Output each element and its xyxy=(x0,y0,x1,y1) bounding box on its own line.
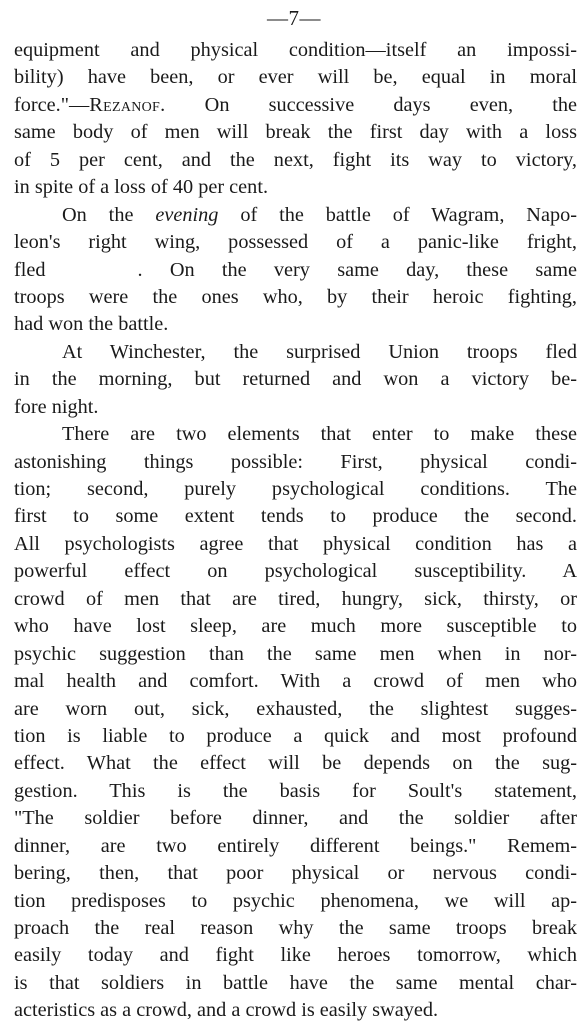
text-line xyxy=(14,202,577,229)
text-line: tion is liable to produce a quick and most profound xyxy=(14,724,577,747)
author-attribution: Rezanof. xyxy=(89,93,166,116)
body-text xyxy=(14,37,577,1025)
text-run: of the battle of Wagram, Napo- xyxy=(218,203,577,226)
text-run: force."— xyxy=(14,93,90,116)
text-line: are worn out, sick, exhausted, the slightest sugges- xyxy=(14,697,577,720)
text-line: leon's right wing, possessed of a panic-like fright, xyxy=(14,231,577,254)
text-line: All psychologists agree that physical condition has a xyxy=(14,532,577,555)
text-line: easily today and fight like heroes tomorrow, which xyxy=(14,944,577,967)
text-line: psychic suggestion than the same men when in nor- xyxy=(14,642,577,665)
text-line: in the morning, but returned and won a victory be- xyxy=(14,368,577,391)
text-line: bility) have been, or ever will be, equal in moral xyxy=(14,66,577,89)
text-run: On successive days even, the xyxy=(165,93,577,116)
text-line xyxy=(14,92,577,119)
text-line xyxy=(14,257,577,284)
text-line: in spite of a loss of 40 per cent. xyxy=(14,176,269,199)
text-line: equipment and physical condition—itself an impossi- xyxy=(14,39,577,61)
text-line: There are two elements that enter to make these xyxy=(62,423,577,446)
emphasis-text: evening xyxy=(155,203,219,226)
text-line: had won the battle. xyxy=(14,313,169,336)
text-line: proach the real reason why the same troops break xyxy=(14,917,577,939)
text-line: "The soldier before dinner, and the soldier after xyxy=(14,807,577,830)
text-line: of 5 per cent, and the next, fight its way to victory, xyxy=(14,148,577,171)
text-line: tion; second, purely psychological conditions. The xyxy=(14,478,577,500)
text-line: dinner, are two entirely different beings." Remem- xyxy=(14,834,577,857)
text-line: effect. What the effect will be depends on the sug- xyxy=(14,752,577,775)
text-line: astonishing things possible: First, physical condi- xyxy=(14,450,577,473)
text-run: fled xyxy=(14,258,46,281)
text-line: same body of men will break the first day with a loss xyxy=(14,121,577,144)
text-line: acteristics as a crowd, and a crowd is easily swayed. xyxy=(14,999,439,1022)
text-line: gestion. This is the basis for Soult's statement, xyxy=(14,779,577,802)
text-line: mal health and comfort. With a crowd of men who xyxy=(14,670,577,693)
text-line: bering, then, that poor physical or nervous condi- xyxy=(14,862,577,885)
text-line: first to some extent tends to produce the second. xyxy=(14,505,577,528)
text-run: On the xyxy=(62,203,156,226)
text-line: who have lost sleep, are much more susceptible to xyxy=(14,615,577,638)
text-line: tion predisposes to psychic phenomena, we will ap- xyxy=(14,889,577,912)
text-line: crowd of men that are tired, hungry, sick, thirsty, or xyxy=(14,587,577,610)
text-line: At Winchester, the surprised Union troops fled xyxy=(62,340,577,363)
text-line: fore night. xyxy=(14,395,99,418)
text-line: is that soldiers in battle have the same mental char- xyxy=(14,971,577,994)
page-number: —7— xyxy=(267,6,321,30)
text-run: . On the very same day, these same xyxy=(137,258,577,281)
text-line: troops were the ones who, by their heroic fighting, xyxy=(14,285,577,308)
text-line: powerful effect on psychological susceptibility. A xyxy=(14,560,577,583)
